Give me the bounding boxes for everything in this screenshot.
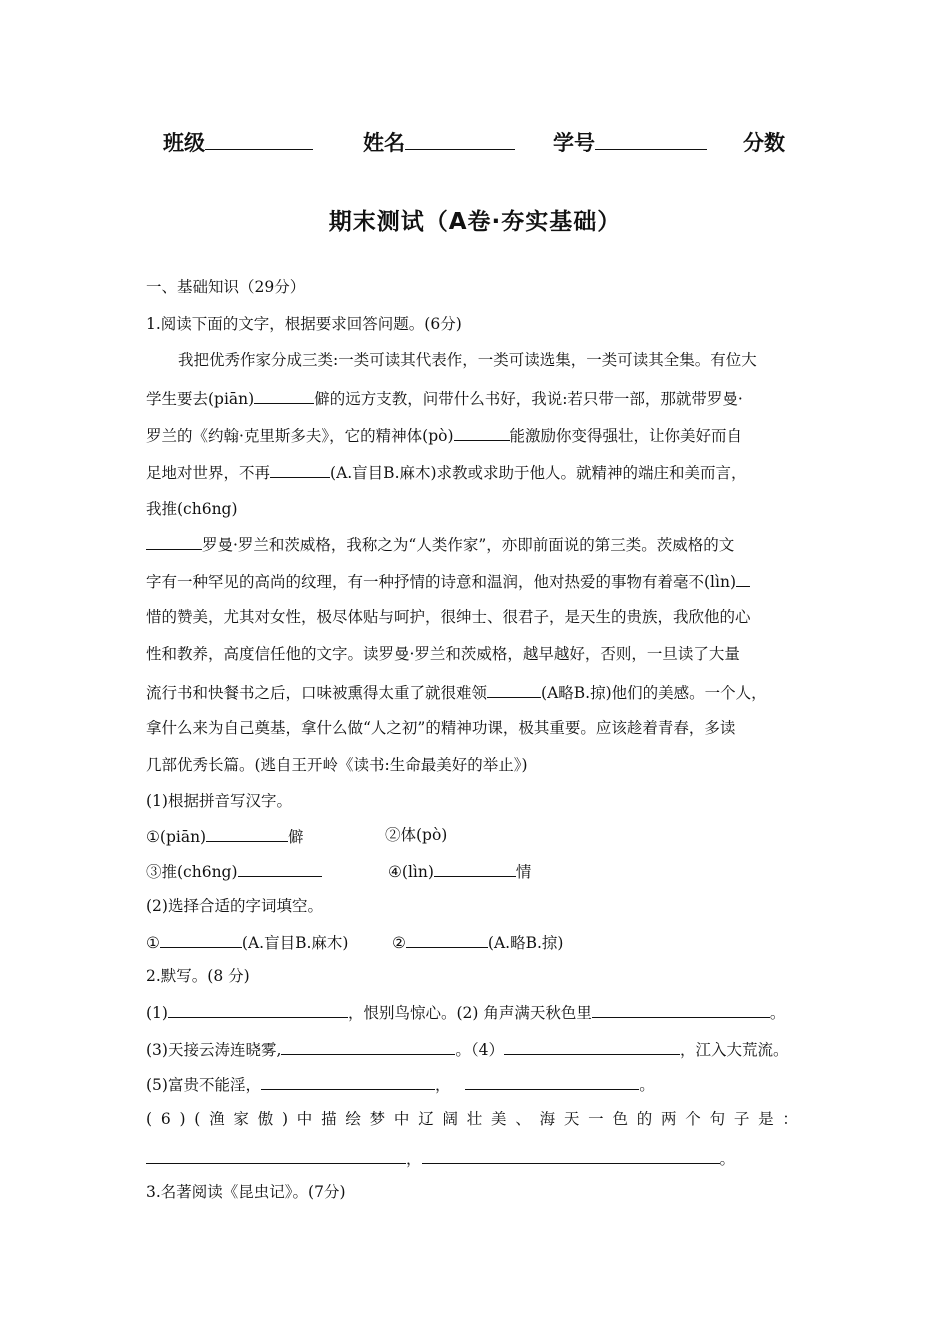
- justified-char: ): [179, 1110, 186, 1128]
- subquestion-1-prompt: (1)根据拼音写汉字。: [146, 792, 292, 810]
- passage-line: 我把优秀作家分成三类:一类可读其代表作，一类可读选集，一类可读其全集。有位大: [178, 351, 757, 369]
- student-info-row: [163, 127, 890, 159]
- justified-char: 渔: [209, 1110, 225, 1128]
- justified-char: ：: [782, 1110, 798, 1128]
- answer-blank[interactable]: [487, 681, 541, 698]
- justified-char: 梦: [369, 1110, 386, 1128]
- justified-char: 子: [733, 1110, 750, 1128]
- passage-line: 流行书和快餐书之后，口味被熏得太重了就很难领 (A略B.掠)他们的美感。一个人，: [146, 681, 767, 703]
- justified-char: 句: [709, 1110, 726, 1128]
- dictation-line: ， 。: [146, 1147, 735, 1169]
- justified-char: ): [281, 1110, 289, 1128]
- class-blank[interactable]: [205, 127, 313, 150]
- subquestion-1-row: ①(piān) 僻: [146, 825, 304, 847]
- justified-char: 天: [563, 1110, 580, 1128]
- answer-blank[interactable]: [434, 860, 516, 877]
- answer-blank[interactable]: [504, 1038, 680, 1055]
- justified-char: 一: [588, 1110, 604, 1128]
- justified-char: 个: [685, 1110, 701, 1128]
- subquestion-2-row: ② (A.略B.掠): [392, 931, 563, 953]
- dictation-line: (5)富贵不能淫， ， 。: [146, 1073, 655, 1095]
- answer-blank[interactable]: [270, 461, 330, 478]
- justified-char: 壮: [466, 1110, 483, 1128]
- passage-line: 拿什么来为自己奠基，拿什么做“人之初”的精神功课，极其重要。应该趁着青春，多读: [146, 719, 736, 737]
- dictation-line: (1) ，恨别鸟惊心。(2) 角声满天秋色里 。: [146, 1001, 785, 1023]
- passage-line: 字有一种罕见的高尚的纹理，有一种抒情的诗意和温润，他对热爱的事物有着毫不(lìn): [146, 570, 750, 592]
- subquestion-1-item-2: ②体(pò): [385, 826, 448, 844]
- justified-char: 是: [758, 1110, 774, 1128]
- section-heading: 一、基础知识（29分）: [146, 278, 306, 296]
- page-title: 期末测试（A卷·夯实基础）: [328, 209, 622, 235]
- justified-char: 美: [491, 1110, 507, 1128]
- answer-blank[interactable]: [422, 1147, 720, 1164]
- passage-line: 罗曼·罗兰和茨威格，我称之为“人类作家”，亦即前面说的第三类。茨威格的文: [146, 533, 734, 555]
- justified-char: (: [194, 1110, 201, 1128]
- answer-blank[interactable]: [736, 570, 750, 587]
- answer-blank[interactable]: [168, 1001, 348, 1018]
- answer-blank[interactable]: [160, 931, 242, 948]
- answer-blank[interactable]: [206, 825, 288, 842]
- justified-char: 中: [393, 1110, 410, 1128]
- justified-char: (: [146, 1110, 153, 1128]
- justified-char: 描: [321, 1110, 337, 1128]
- subquestion-2-prompt: (2)选择合适的字词填空。: [146, 897, 323, 915]
- subquestion-1-item-4: ④(lìn) 情: [388, 860, 531, 882]
- answer-blank[interactable]: [281, 1038, 455, 1055]
- answer-blank[interactable]: [592, 1001, 770, 1018]
- class-label: 班级: [163, 131, 205, 155]
- passage-line: 惜的赞美，尤其对女性，极尽体贴与呵护，很绅士、很君子，是天生的贵族，我欣他的心: [146, 608, 751, 626]
- score-label: 分数: [743, 131, 785, 155]
- subquestion-1-row: ③推(ch6ng): [146, 860, 322, 882]
- student-id-label: 学号: [553, 131, 595, 155]
- student-id-blank[interactable]: [595, 127, 707, 150]
- justified-char: 阔: [442, 1110, 458, 1128]
- justified-char: 绘: [345, 1110, 361, 1128]
- answer-blank[interactable]: [254, 387, 314, 404]
- justified-char: 辽: [418, 1110, 434, 1128]
- question-3-prompt: 3.名著阅读《昆虫记》。(7分): [146, 1183, 346, 1201]
- passage-line: 足地对世界，不再 (A.盲目B.麻木)求教或求助于他人。就精神的端庄和美而言，: [146, 461, 747, 483]
- student-id-field: [553, 127, 707, 157]
- justified-char: 两: [661, 1110, 677, 1128]
- name-field: [363, 127, 515, 157]
- answer-blank[interactable]: [406, 931, 488, 948]
- dictation-line-justified: [146, 1109, 798, 1129]
- justified-char: 6: [160, 1110, 171, 1128]
- passage-line: 几部优秀长篇。(逃自王开岭《读书:生命最美好的举止》): [146, 756, 528, 774]
- name-blank[interactable]: [405, 127, 515, 150]
- dictation-line: (3)天接云涛连晓雾, 。（4） ，江入大荒流。: [146, 1038, 789, 1060]
- question-1-prompt: 1.阅读下面的文字，根据要求回答问题。(6分): [146, 315, 462, 333]
- justified-char: 色: [612, 1110, 628, 1128]
- justified-char: 、: [515, 1110, 531, 1128]
- passage-line: 性和教养，高度信任他的文字。读罗曼·罗兰和茨威格，越早越好，否则，一旦读了大量: [146, 645, 740, 663]
- answer-blank[interactable]: [454, 424, 510, 441]
- answer-blank[interactable]: [238, 860, 322, 877]
- justified-char: 海: [539, 1110, 556, 1128]
- justified-char: 的: [636, 1110, 653, 1128]
- answer-blank[interactable]: [261, 1073, 435, 1090]
- passage-line: 学生要去(piān) 僻的远方支教，问带什么书好，我说:若只带一部，那就带罗曼·: [146, 387, 743, 409]
- question-2-prompt: 2.默写。(8 分): [146, 967, 250, 985]
- answer-blank[interactable]: [465, 1073, 639, 1090]
- subquestion-2-row: ① (A.盲目B.麻木): [146, 931, 348, 953]
- passage-line: 我推(ch6ng): [146, 500, 238, 518]
- justified-char: 家: [233, 1110, 249, 1128]
- justified-char: 中: [296, 1110, 313, 1128]
- answer-blank[interactable]: [146, 533, 202, 550]
- passage-line: 罗兰的《约翰·克里斯多夫》，它的精神体(pò) 能激励你变得强壮，让你美好而自: [146, 424, 742, 446]
- name-label: 姓名: [363, 131, 405, 155]
- justified-char: 傲: [257, 1110, 274, 1128]
- answer-blank[interactable]: [146, 1147, 406, 1164]
- class-field: [163, 127, 313, 157]
